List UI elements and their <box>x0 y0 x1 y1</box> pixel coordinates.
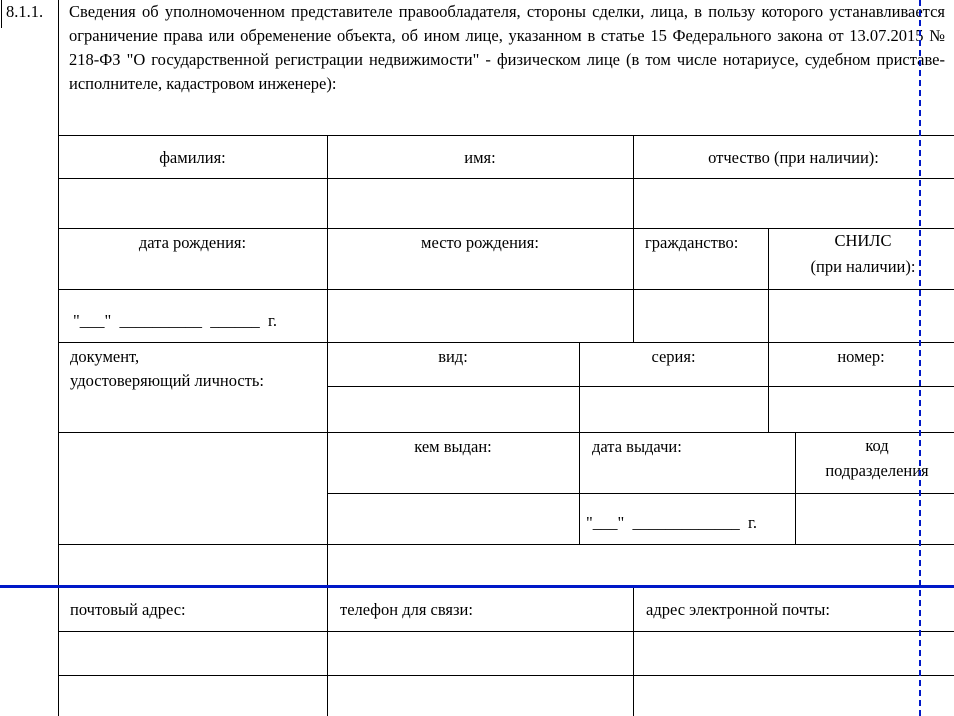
citizenship-field[interactable] <box>634 290 767 341</box>
doc-type-label: вид: <box>438 347 468 366</box>
table-left-border <box>58 0 59 716</box>
birth-date-label: дата рождения: <box>138 233 247 252</box>
doc-type-field[interactable] <box>328 387 578 431</box>
column-divider <box>579 432 580 545</box>
identity-doc-label-cont: удостоверяющий личность: <box>70 371 265 390</box>
phone-label: телефон для связи: <box>340 600 473 619</box>
row-divider <box>58 544 954 545</box>
snils-field[interactable] <box>769 290 953 341</box>
section-number: 8.1.1. <box>6 2 44 21</box>
snils-label: СНИЛС <box>834 231 892 250</box>
division-code-field[interactable] <box>796 494 953 543</box>
doc-series-label: серия: <box>651 347 696 366</box>
column-divider <box>327 544 328 716</box>
identity-doc-label: документ, <box>70 347 140 366</box>
birth-place-field[interactable] <box>328 290 632 341</box>
number-column-border <box>1 0 2 28</box>
citizenship-label: гражданство: <box>645 233 739 252</box>
surname-field[interactable] <box>59 179 326 227</box>
patronymic-label: отчество (при наличии): <box>708 148 879 167</box>
division-code-label: код <box>865 436 889 455</box>
margin-guide <box>919 0 921 716</box>
patronymic-field[interactable] <box>634 179 953 227</box>
name-label: имя: <box>464 148 496 167</box>
row-divider <box>58 135 954 136</box>
issue-date-field[interactable]: "___" _____________ г. <box>586 513 758 532</box>
doc-number-label: номер: <box>837 347 885 366</box>
birth-date-field[interactable]: "___" __________ ______ г. <box>73 311 278 330</box>
section-description: Сведения об уполномоченном представителе правообладателя, стороны сделки, лица, в пользу которого устанавливается ограничение права или обременение объекта, об ином лице, указанном в статье 15 Федерального закона от 13.07.2015 № 218-ФЗ "О государственной регистрации недвижимости" - физическом лице (в том числе нотариусе, судебном приставе-исполнителе, кадастровом инженере): <box>69 2 945 93</box>
surname-label: фамилия: <box>159 148 226 167</box>
phone-field[interactable] <box>328 632 632 674</box>
name-field[interactable] <box>328 179 632 227</box>
doc-series-field[interactable] <box>580 387 767 431</box>
row-divider <box>58 675 954 676</box>
issued-by-label: кем выдан: <box>414 437 492 456</box>
email-field[interactable] <box>634 632 953 674</box>
division-code-label-cont: подразделения <box>825 461 929 480</box>
page-break-guide <box>0 585 954 588</box>
issue-date-label: дата выдачи: <box>592 437 682 456</box>
postal-address-label: почтовый адрес: <box>70 600 186 619</box>
issued-by-field[interactable] <box>328 494 578 543</box>
doc-number-field[interactable] <box>769 387 953 431</box>
row-divider <box>58 432 954 433</box>
snils-optional-label: (при наличии): <box>810 257 916 276</box>
postal-address-field[interactable] <box>59 632 326 674</box>
birth-place-label: место рождения: <box>421 233 539 252</box>
email-label: адрес электронной почты: <box>646 600 830 619</box>
row-divider <box>58 342 954 343</box>
